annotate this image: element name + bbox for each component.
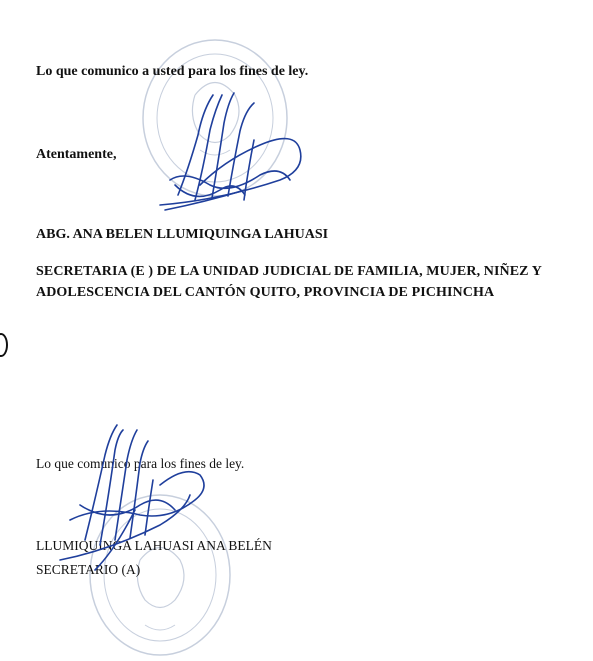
signer-title-line1: SECRETARIA (E ) DE LA UNIDAD JUDICIAL DE FAMILIA, MUJER, NIÑEZ Y bbox=[36, 264, 542, 279]
communique-line-2: Lo que comunico para los fines de ley. bbox=[36, 456, 245, 471]
signer-title-2: SECRETARIO (A) bbox=[36, 562, 141, 577]
closing-text: Atentamente, bbox=[36, 147, 117, 162]
signer-title-line2: ADOLESCENCIA DEL CANTÓN QUITO, PROVINCIA DE PICHINCHA bbox=[36, 285, 495, 300]
signer-name-2: LLUMIQUINGA LAHUASI ANA BELÉN bbox=[36, 538, 272, 553]
signer-name: ABG. ANA BELEN LLUMIQUINGA LAHUASI bbox=[36, 227, 329, 242]
page-edge-mark bbox=[0, 333, 8, 357]
communique-line: Lo que comunico a usted para los fines de ley. bbox=[36, 64, 309, 79]
upper-signature bbox=[160, 93, 301, 210]
